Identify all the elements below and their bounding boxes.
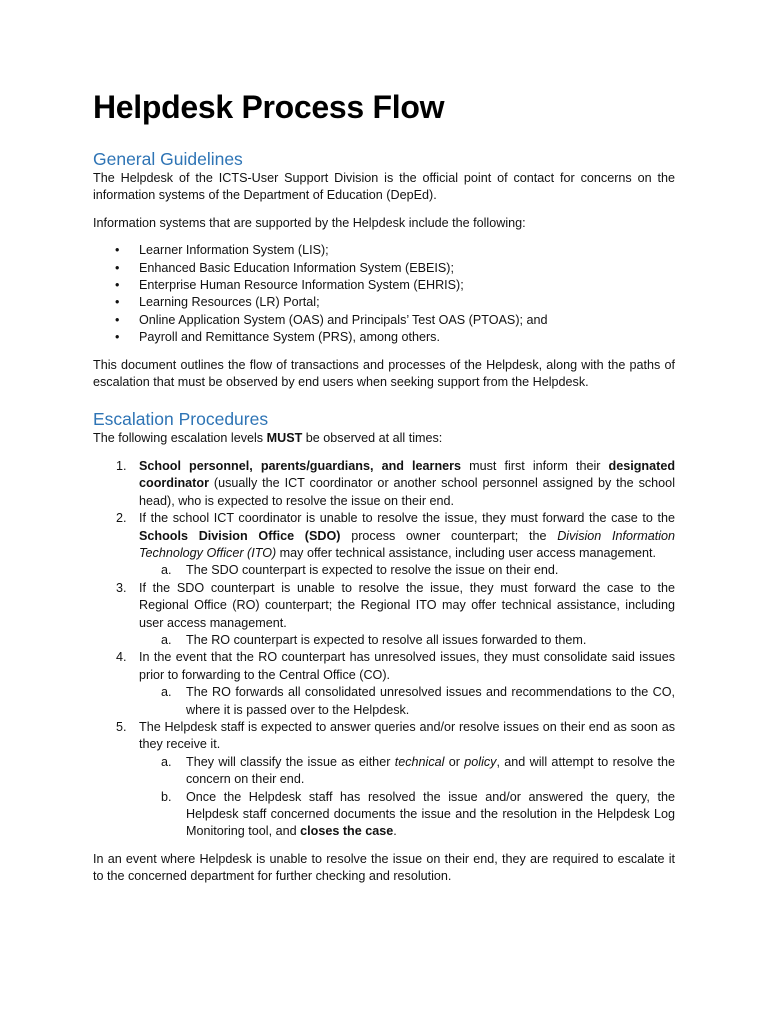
bullet-icon: • [115,312,120,327]
bullet-icon: • [115,260,120,275]
list-item: • Learner Information System (LIS); [93,242,675,259]
escalation-step-2: 2. If the school ICT coordinator is unable to resolve the issue, they must forward the case to the Schools Division Office (SDO) process owner counterpart; the Division Information Technology Officer (ITO) may offer technical assistance, including user access management. a. The SDO counterpart is expected to resolve the issue on their end. [93,510,675,580]
escalation-step-1: 1. School personnel, parents/guardians, and learners must first inform their designated coordinator (usually the ICT coordinator or another school personnel assigned by the school head), who is expected to resolve the issue on their end. [116,458,676,508]
general-intro-paragraph: The Helpdesk of the ICTS-User Support Division is the official point of contact for concerns on the information systems of the Department of Education (DepEd). [93,171,675,203]
bullet-icon: • [115,278,120,293]
escalation-step-3: 3. If the SDO counterpart is unable to resolve the issue, they must forward the case to the Regional Office (RO) counterpart; the Regional ITO may offer technical assistance, including user access management. a. The RO counterpart is expected to resolve all issues forwarded to them. [93,580,675,650]
escalation-procedures-heading: Escalation Procedures [93,409,269,430]
escalation-step-5: 5. The Helpdesk staff is expected to answer queries and/or resolve issues on their end as soon as they receive it. a. They will classify the issue as either technical or policy, and will attempt to resolve the concern on their end. b. Once the Helpdesk staff has resolved the issue and/or answered the query, the Helpdesk staff concerned documents the issue and the resolution in the Helpdesk Log Monitoring tool, and closes the case. [93,719,675,841]
step-3-substeps [139,632,675,649]
step-4-substeps [139,684,675,719]
document-title: Helpdesk Process Flow [93,89,445,125]
list-item: • Payroll and Remittance System (PRS), among others. [93,329,675,346]
bullet-icon: • [115,330,120,345]
substep-5a: a. They will classify the issue as either technical or policy, and will attempt to resolve the concern on their end. [161,754,675,787]
escalation-steps-list [93,458,675,841]
list-item: • Learning Resources (LR) Portal; [93,294,675,311]
substep-2a: a. The SDO counterpart is expected to resolve the issue on their end. [161,563,559,578]
closing-paragraph: In an event where Helpdesk is unable to resolve the issue on their end, they are required to escalate it to the concerned department for further checking and resolution. [93,851,675,884]
step-2-substeps [139,562,675,579]
substep-4a: a. The RO forwards all consolidated unresolved issues and recommendations to the CO, where it is passed over to the Helpdesk. [161,685,675,717]
document-page [93,86,675,886]
escalation-step-4: 4. In the event that the RO counterpart has unresolved issues, they must consolidate said issues prior to forwarding to the Central Office (CO). a. The RO forwards all consolidated unresolved issues and recommendations to the CO, where it is passed over to the Helpdesk. [93,649,675,719]
document-outline-paragraph: This document outlines the flow of transactions and processes of the Helpdesk, along with the paths of escalation that must be observed by end users when seeking support from the Helpdesk. [93,357,675,390]
step-5-substeps [139,754,675,841]
general-guidelines-heading: General Guidelines [93,149,243,169]
supported-systems-list [93,242,675,346]
substep-5b: b. Once the Helpdesk staff has resolved the issue and/or answered the query, the Helpdesk staff concerned documents the issue and the resolution in the Helpdesk Log Monitoring tool, and closes the case. [161,789,675,839]
bullet-icon: • [115,243,120,258]
substep-3a: a. The RO counterpart is expected to resolve all issues forwarded to them. [161,632,587,647]
supported-systems-lead: Information systems that are supported by the Helpdesk include the following: [93,215,526,230]
list-item: • Enterprise Human Resource Information System (EHRIS); [93,277,675,294]
list-item: • Online Application System (OAS) and Principals’ Test OAS (PTOAS); and [93,312,675,329]
escalation-lead: The following escalation levels MUST be observed at all times: [93,431,443,446]
list-item: • Enhanced Basic Education Information System (EBEIS); [93,260,675,277]
bullet-icon: • [115,295,120,310]
